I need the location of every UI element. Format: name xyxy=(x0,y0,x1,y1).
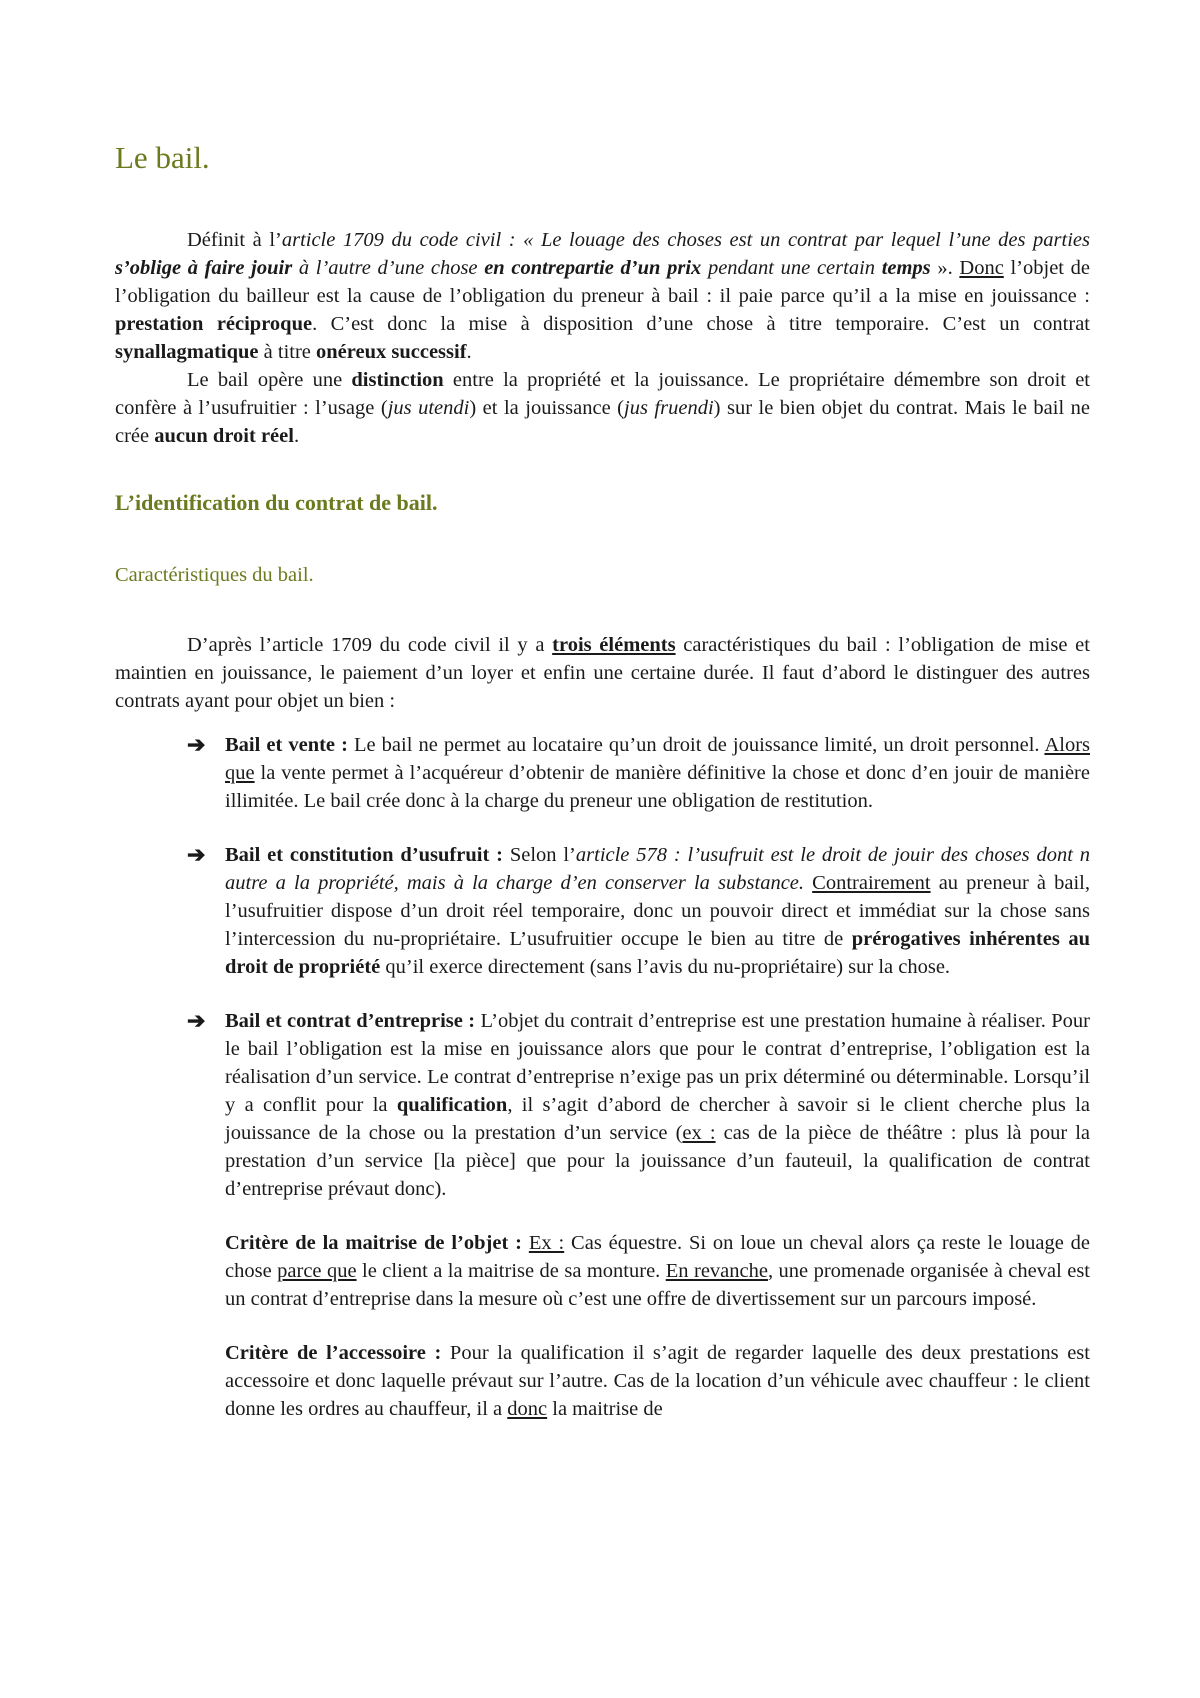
arrow-right-icon: ➔ xyxy=(187,1008,206,1033)
characteristics-paragraph: D’après l’article 1709 du code civil il y a trois éléments caractéristiques du bail : l’obligation de mise et maintien en jouissance, le paiement d’un loyer et enfin une certaine durée. Il faut d’abord le distinguer des autres contrats ayant pour objet un bien : xyxy=(115,634,1090,712)
intro-paragraph-1: Définit à l’article 1709 du code civil : « Le louage des choses est un contrat par lequel l’une des parties s’oblige à faire jouir à l’autre d’une chose en contrepartie d’un prix pendant une certain temps ». Donc l’objet de l’obligation du bailleur est la cause de l’obligation du preneur à bail : il paie parce qu’il a la mise en jouissance : prestation réciproque. C’est donc la mise à disposition d’une chose à titre temporaire. C’est un contrat synallagmatique à titre onéreux successif. xyxy=(115,229,1091,363)
page-title: Le bail. xyxy=(115,140,210,175)
bullet-bail-entreprise: ➔ Bail et contrat d’entreprise : L’objet du contrait d’entreprise est une prestation humaine à réaliser. Pour le bail l’obligation est la mise en jouissance alors que pour le contrat d’entreprise, l’obligation est la réalisation d’un service. Le contrat d’entreprise n’exige pas un prix déterminé ou déterminable. Lorsqu’il y a conflit pour la qualification, il s’agit d’abord de chercher à savoir si le client cherche plus la jouissance de la chose ou la prestation d’un service (ex : cas de la pièce de théâtre : plus là pour la prestation d’un service [la pièce] que pour la jouissance d’un fauteuil, la qualification de contrat d’entreprise prévaut donc). xyxy=(187,1008,1091,1200)
arrow-right-icon: ➔ xyxy=(187,842,206,867)
intro-paragraph-2: Le bail opère une distinction entre la propriété et la jouissance. Le propriétaire démembre son droit et confère à l’usufruitier : l’usage (jus utendi) et la jouissance (jus fruendi) sur le bien objet du contrat. Mais le bail ne crée aucun droit réel. xyxy=(115,369,1091,447)
section-heading: L’identification du contrat de bail. xyxy=(115,490,438,515)
bullet-bail-usufruit: ➔ Bail et constitution d’usufruit : Selon l’article 578 : l’usufruit est le droit de jouir des choses dont n autre a la propriété, mais à la charge d’en conserver la substance. Contrairement au preneur à bail, l’usufruitier dispose d’un droit réel temporaire, donc un pouvoir direct et immédiat sur la chose sans l’intercession du nu-propriétaire. L’usufruitier occupe le bien au titre de prérogatives inhérentes au droit de propriété qu’il exerce directement (sans l’avis du nu-propriétaire) sur la chose. xyxy=(187,842,1091,978)
document-body xyxy=(115,140,1090,1423)
arrow-right-icon: ➔ xyxy=(187,732,206,757)
subsection-heading: Caractéristiques du bail. xyxy=(115,564,314,586)
criterion-maitrise: Critère de la maitrise de l’objet : Ex : Cas équestre. Si on loue un cheval alors ça reste le louage de chose parce que le client a la maitrise de sa monture. En revanche, une promenade organisée à cheval est un contrat d’entreprise dans la mesure où c’est une offre de divertissement sur un parcours imposé. xyxy=(225,1232,1091,1310)
bullet-bail-vente: ➔ Bail et vente : Le bail ne permet au locataire qu’un droit de jouissance limité, un droit personnel. Alors que la vente permet à l’acquéreur d’obtenir de manière définitive la chose et donc d’en jouir de manière illimitée. Le bail crée donc à la charge du preneur une obligation de restitution. xyxy=(187,732,1090,812)
criterion-accessoire: Critère de l’accessoire : Pour la qualification il s’agit de regarder laquelle des deux prestations est accessoire et donc laquelle prévaut sur l’autre. Cas de la location d’un véhicule avec chauffeur : le client donne les ordres au chauffeur, il a donc la maitrise de xyxy=(225,1342,1090,1420)
